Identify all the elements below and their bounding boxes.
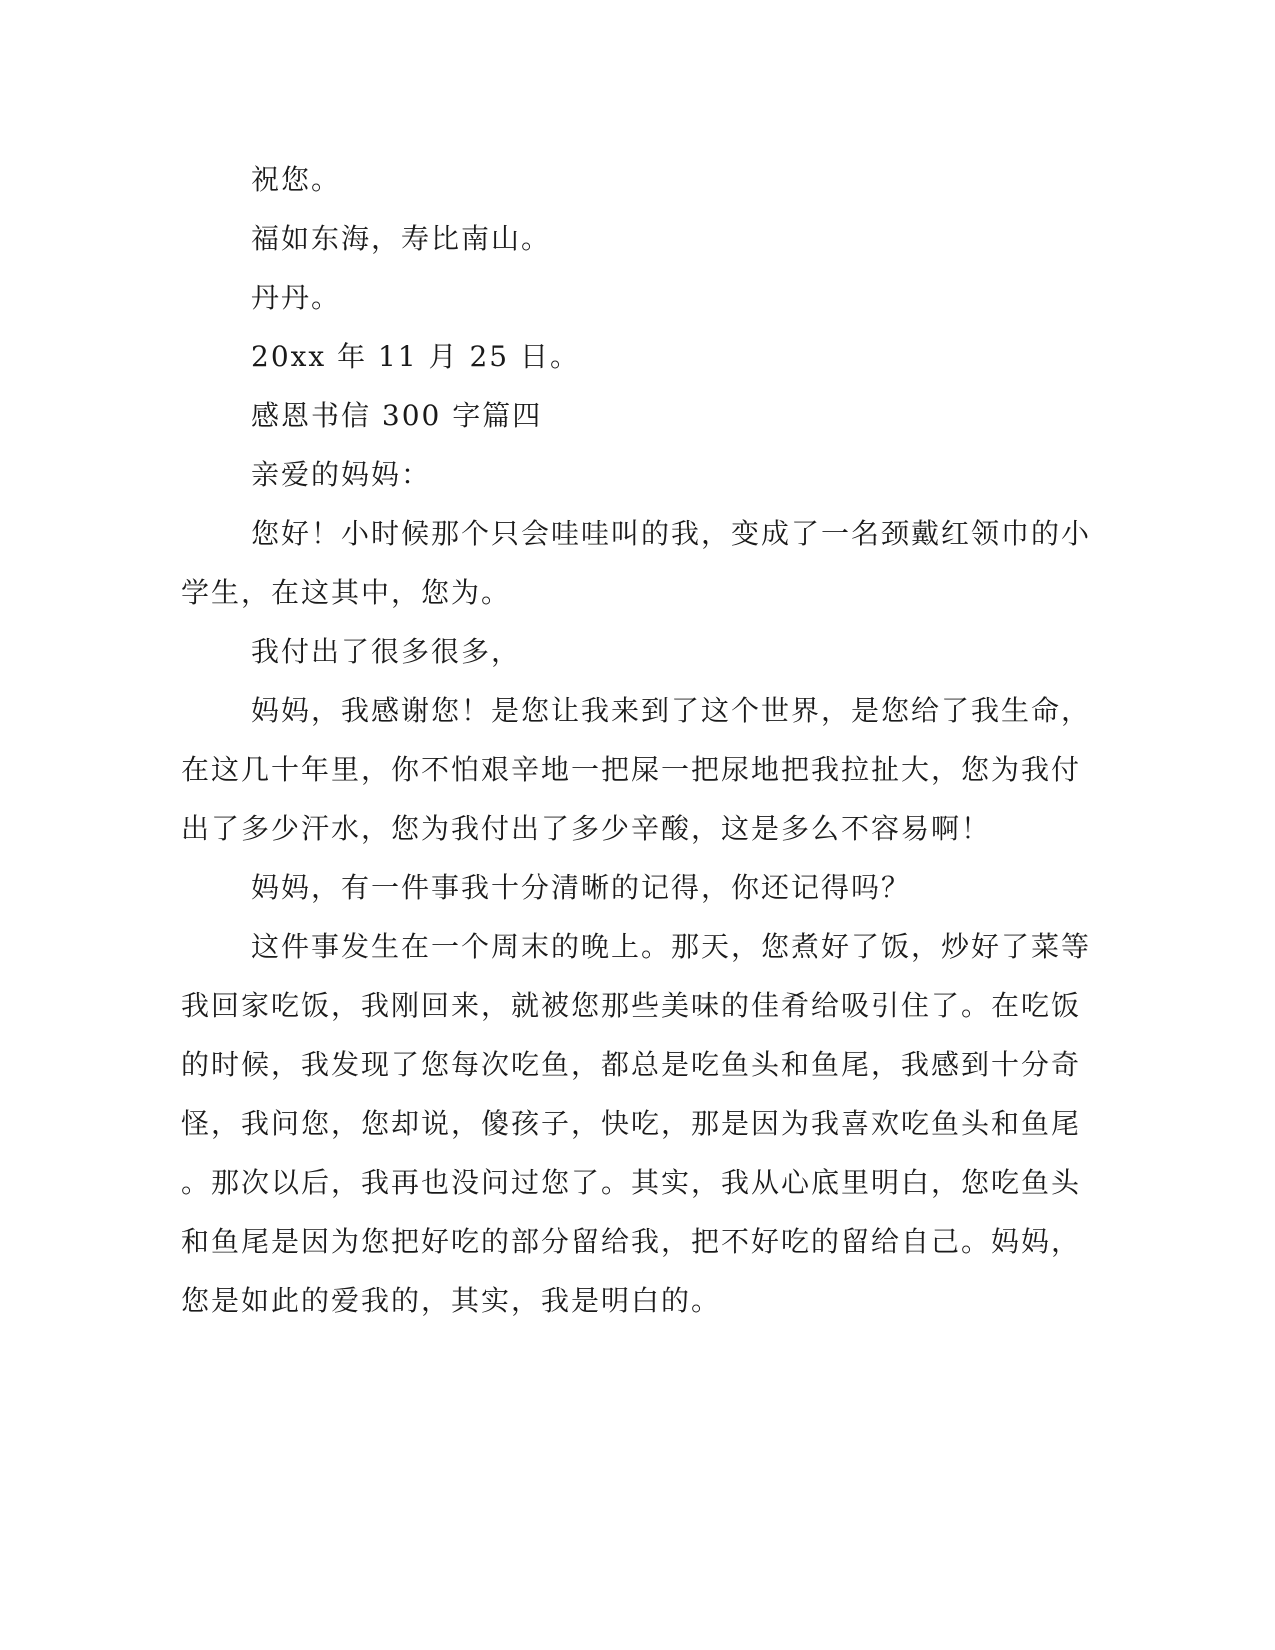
text-line: 。那次以后，我再也没问过您了。其实，我从心底里明白，您吃鱼头	[181, 1166, 1082, 1199]
text-line: 的时候，我发现了您每次吃鱼，都总是吃鱼头和鱼尾，我感到十分奇	[181, 1048, 1082, 1081]
text-line: 祝您。	[251, 163, 342, 196]
text-line: 怪，我问您，您却说，傻孩子，快吃，那是因为我喜欢吃鱼头和鱼尾	[181, 1107, 1082, 1140]
text-line: 妈妈，有一件事我十分清晰的记得，你还记得吗？	[251, 871, 912, 904]
text-line: 这件事发生在一个周末的晚上。那天，您煮好了饭，炒好了菜等	[251, 930, 1092, 963]
section-heading: 感恩书信 300 字篇四	[251, 399, 543, 432]
text-line: 丹丹。	[251, 281, 342, 314]
text-line: 您是如此的爱我的，其实，我是明白的。	[181, 1284, 722, 1317]
salutation: 亲爱的妈妈：	[251, 458, 432, 491]
text-line: 和鱼尾是因为您把好吃的部分留给我，把不好吃的留给自己。妈妈，	[181, 1225, 1082, 1258]
text-line: 您好！小时候那个只会哇哇叫的我，变成了一名颈戴红领巾的小	[251, 517, 1092, 550]
text-line: 在这几十年里，你不怕艰辛地一把屎一把尿地把我拉扯大，您为我付	[181, 753, 1082, 786]
text-line: 妈妈，我感谢您！是您让我来到了这个世界，是您给了我生命，	[251, 694, 1092, 727]
text-line: 出了多少汗水，您为我付出了多少辛酸，这是多么不容易啊！	[181, 812, 992, 845]
text-line: 20xx 年 11 月 25 日。	[251, 340, 580, 373]
text-line: 学生，在这其中，您为。	[181, 576, 512, 609]
text-line: 我付出了很多很多，	[251, 635, 522, 668]
text-line: 我回家吃饭，我刚回来，就被您那些美味的佳肴给吸引住了。在吃饭	[181, 989, 1082, 1022]
text-line: 福如东海，寿比南山。	[251, 222, 552, 255]
